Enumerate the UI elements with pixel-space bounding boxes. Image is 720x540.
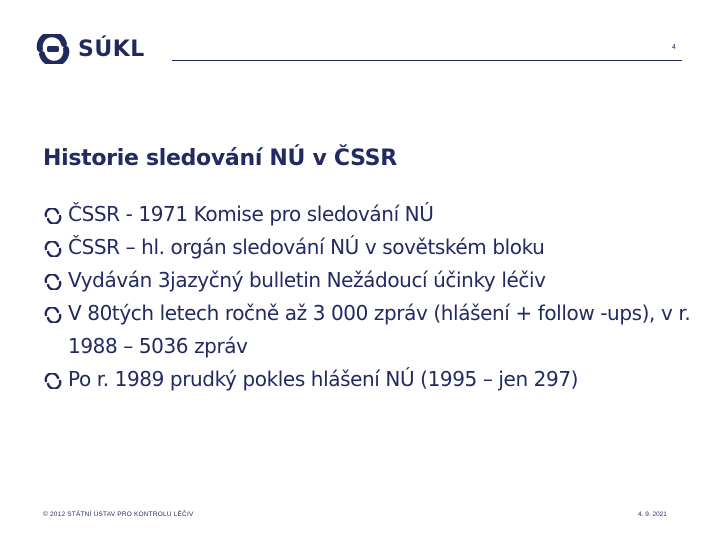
bullet-list bbox=[43, 198, 693, 396]
bullet-text: ČSSR – hl. orgán sledování NÚ v sovětském bloku bbox=[68, 235, 545, 259]
header-rule bbox=[172, 60, 682, 61]
bullet-text: ČSSR - 1971 Komise pro sledování NÚ bbox=[68, 202, 434, 226]
bullet-item bbox=[43, 231, 693, 264]
bullet-text: Po r. 1989 prudký pokles hlášení NÚ (1995 – jen 297) bbox=[68, 367, 579, 391]
footer-date: 4. 9. 2021 bbox=[638, 511, 667, 518]
slide-title: Historie sledování NÚ v ČSSR bbox=[43, 146, 397, 171]
sukl-bullet-icon bbox=[43, 208, 63, 224]
bullet-text: Vydáván 3jazyčný bulletin Nežádoucí účinky léčiv bbox=[68, 268, 546, 292]
footer-copyright: © 2012 STÁTNÍ ÚSTAV PRO KONTROLU LÉČIV bbox=[43, 511, 194, 518]
sukl-logo bbox=[36, 34, 145, 64]
bullet-item bbox=[43, 198, 693, 231]
page-number: 4 bbox=[672, 44, 676, 51]
sukl-bullet-icon bbox=[43, 241, 63, 257]
sukl-logo-icon bbox=[36, 34, 70, 64]
bullet-item bbox=[43, 264, 693, 297]
bullet-item bbox=[43, 363, 693, 396]
bullet-text: V 80tých letech ročně až 3 000 zpráv (hlášení + follow -ups), v r. 1988 – 5036 zpráv bbox=[68, 301, 691, 358]
bullet-item bbox=[43, 297, 693, 363]
logo-text: SÚKL bbox=[78, 36, 145, 62]
sukl-bullet-icon bbox=[43, 274, 63, 290]
sukl-bullet-icon bbox=[43, 373, 63, 389]
sukl-bullet-icon bbox=[43, 307, 63, 323]
